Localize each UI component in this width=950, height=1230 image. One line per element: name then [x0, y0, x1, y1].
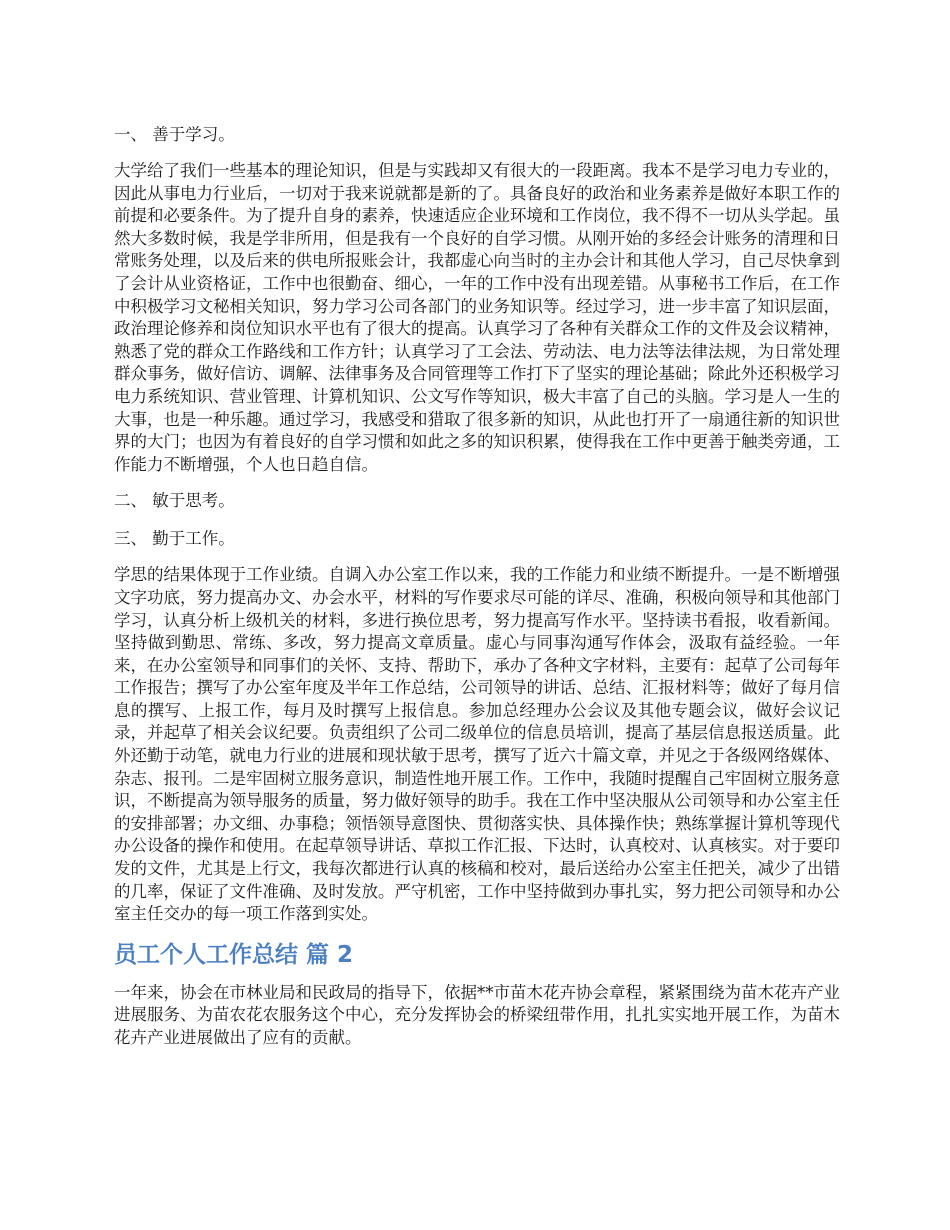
- section-heading-learning: 一、 善于学习。: [114, 125, 235, 144]
- paragraph-working: 学思的结果体现于工作业绩。自调入办公室工作以来，我的工作能力和业绩不断提升。一是不断增强文字功底，努力提高办文、办会水平，材料的写作要求尽可能的详尽、准确，积极向领导和其他部门学习，认真分析上级机关的材料，多进行换位思考，努力提高写作水平。坚持读书看报，收看新闻。坚持做到勤思、常练、多改，努力提高文章质量。虚心与同事沟通写作体会，汲取有益经验。一年来，在办公室领导和同事们的关怀、支持、帮助下，承办了各种文字材料，主要有：起草了公司每年工作报告；撰写了办公室年度及半年工作总结，公司领导的讲话、总结、汇报材料等；做好了每月信息的撰写、上报工作，每月及时撰写上报信息。参加总经理办公会议及其他专题会议，做好会议记录，并起草了相关会议纪要。负责组织了公司二级单位的信息员培训，提高了基层信息报送质量。此外还勤于动笔，就电力行业的进展和现状敏于思考，撰写了近六十篇文章，并见之于各级网络媒体、杂志、报刊。二是牢固树立服务意识，制造性地开展工作。工作中，我随时提醒自己牢固树立服务意识，不断提高为领导服务的质量，努力做好领导的助手。我在工作中坚决服从公司领导和办公室主任的安排部署；办文细、办事稳；领悟领导意图快、贯彻落实快、具体操作快；熟练掌握计算机等现代办公设备的操作和使用。在起草领导讲话、草拟工作汇报、下达时，认真校对、认真核实。对于要印发的文件，尤其是上行文，我每次都进行认真的核稿和校对，最后送给办公室主任把关，减少了出错的几率，保证了文件准确、及时发放。严守机密，工作中坚持做到办事扎实，努力把公司领导和办公室主任交办的每一项工作落到实处。: [114, 565, 840, 924]
- section-heading-working: 三、 勤于工作。: [114, 529, 235, 549]
- paragraph-association: 一年来，协会在市林业局和民政局的指导下，依据**市苗木花卉协会章程，紧紧围绕为苗木花卉产业进展服务、为苗农花农服务这个中心，充分发挥协会的桥梁纽带作用，扎扎实实地开展工作，为苗木花卉产业进展做出了应有的贡献。: [114, 982, 840, 1047]
- paragraph-learning: 大学给了我们一些基本的理论知识，但是与实践却又有很大的一段距离。我本不是学习电力专业的，因此从事电力行业后，一切对于我来说就都是新的了。具备良好的政治和业务素养是做好本职工作的前提和必要条件。为了提升自身的素养，快速适应企业环境和工作岗位，我不得不一切从头学起。虽然大多数时候，我是学非所用，但是我有一个良好的自学习惯。从刚开始的多经会计账务的清理和日常账务处理，以及后来的供电所报账会计，我都虚心向当时的主办会计和其他人学习，自己尽快拿到了会计从业资格证，工作中也很勤奋、细心，一年的工作中没有出现差错。从事秘书工作后，在工作中积极学习文秘相关知识，努力学习公司各部门的业务知识等。经过学习，进一步丰富了知识层面，政治理论修养和岗位知识水平也有了很大的提高。认真学习了各种有关群众工作的文件及会议精神，熟悉了党的群众工作路线和工作方针；认真学习了工会法、劳动法、电力法等法律法规，为日常处理群众事务，做好信访、调解、法律事务及合同管理等工作打下了坚实的理论基础；除此外还积极学习电力系统知识、营业管理、计算机知识、公文写作等知识，极大丰富了自己的头脑。学习是人一生的大事，也是一种乐趣。通过学习，我感受和猎取了很多新的知识，从此也打开了一扇通往新的知识世界的大门；也因为有着良好的自学习惯和如此之多的知识积累，使得我在工作中更善于触类旁通，工作能力不断增强，个人也日趋自信。: [114, 161, 840, 474]
- article-title: 员工个人工作总结 篇 2: [114, 941, 354, 968]
- section-heading-thinking: 二、 敏于思考。: [114, 491, 235, 511]
